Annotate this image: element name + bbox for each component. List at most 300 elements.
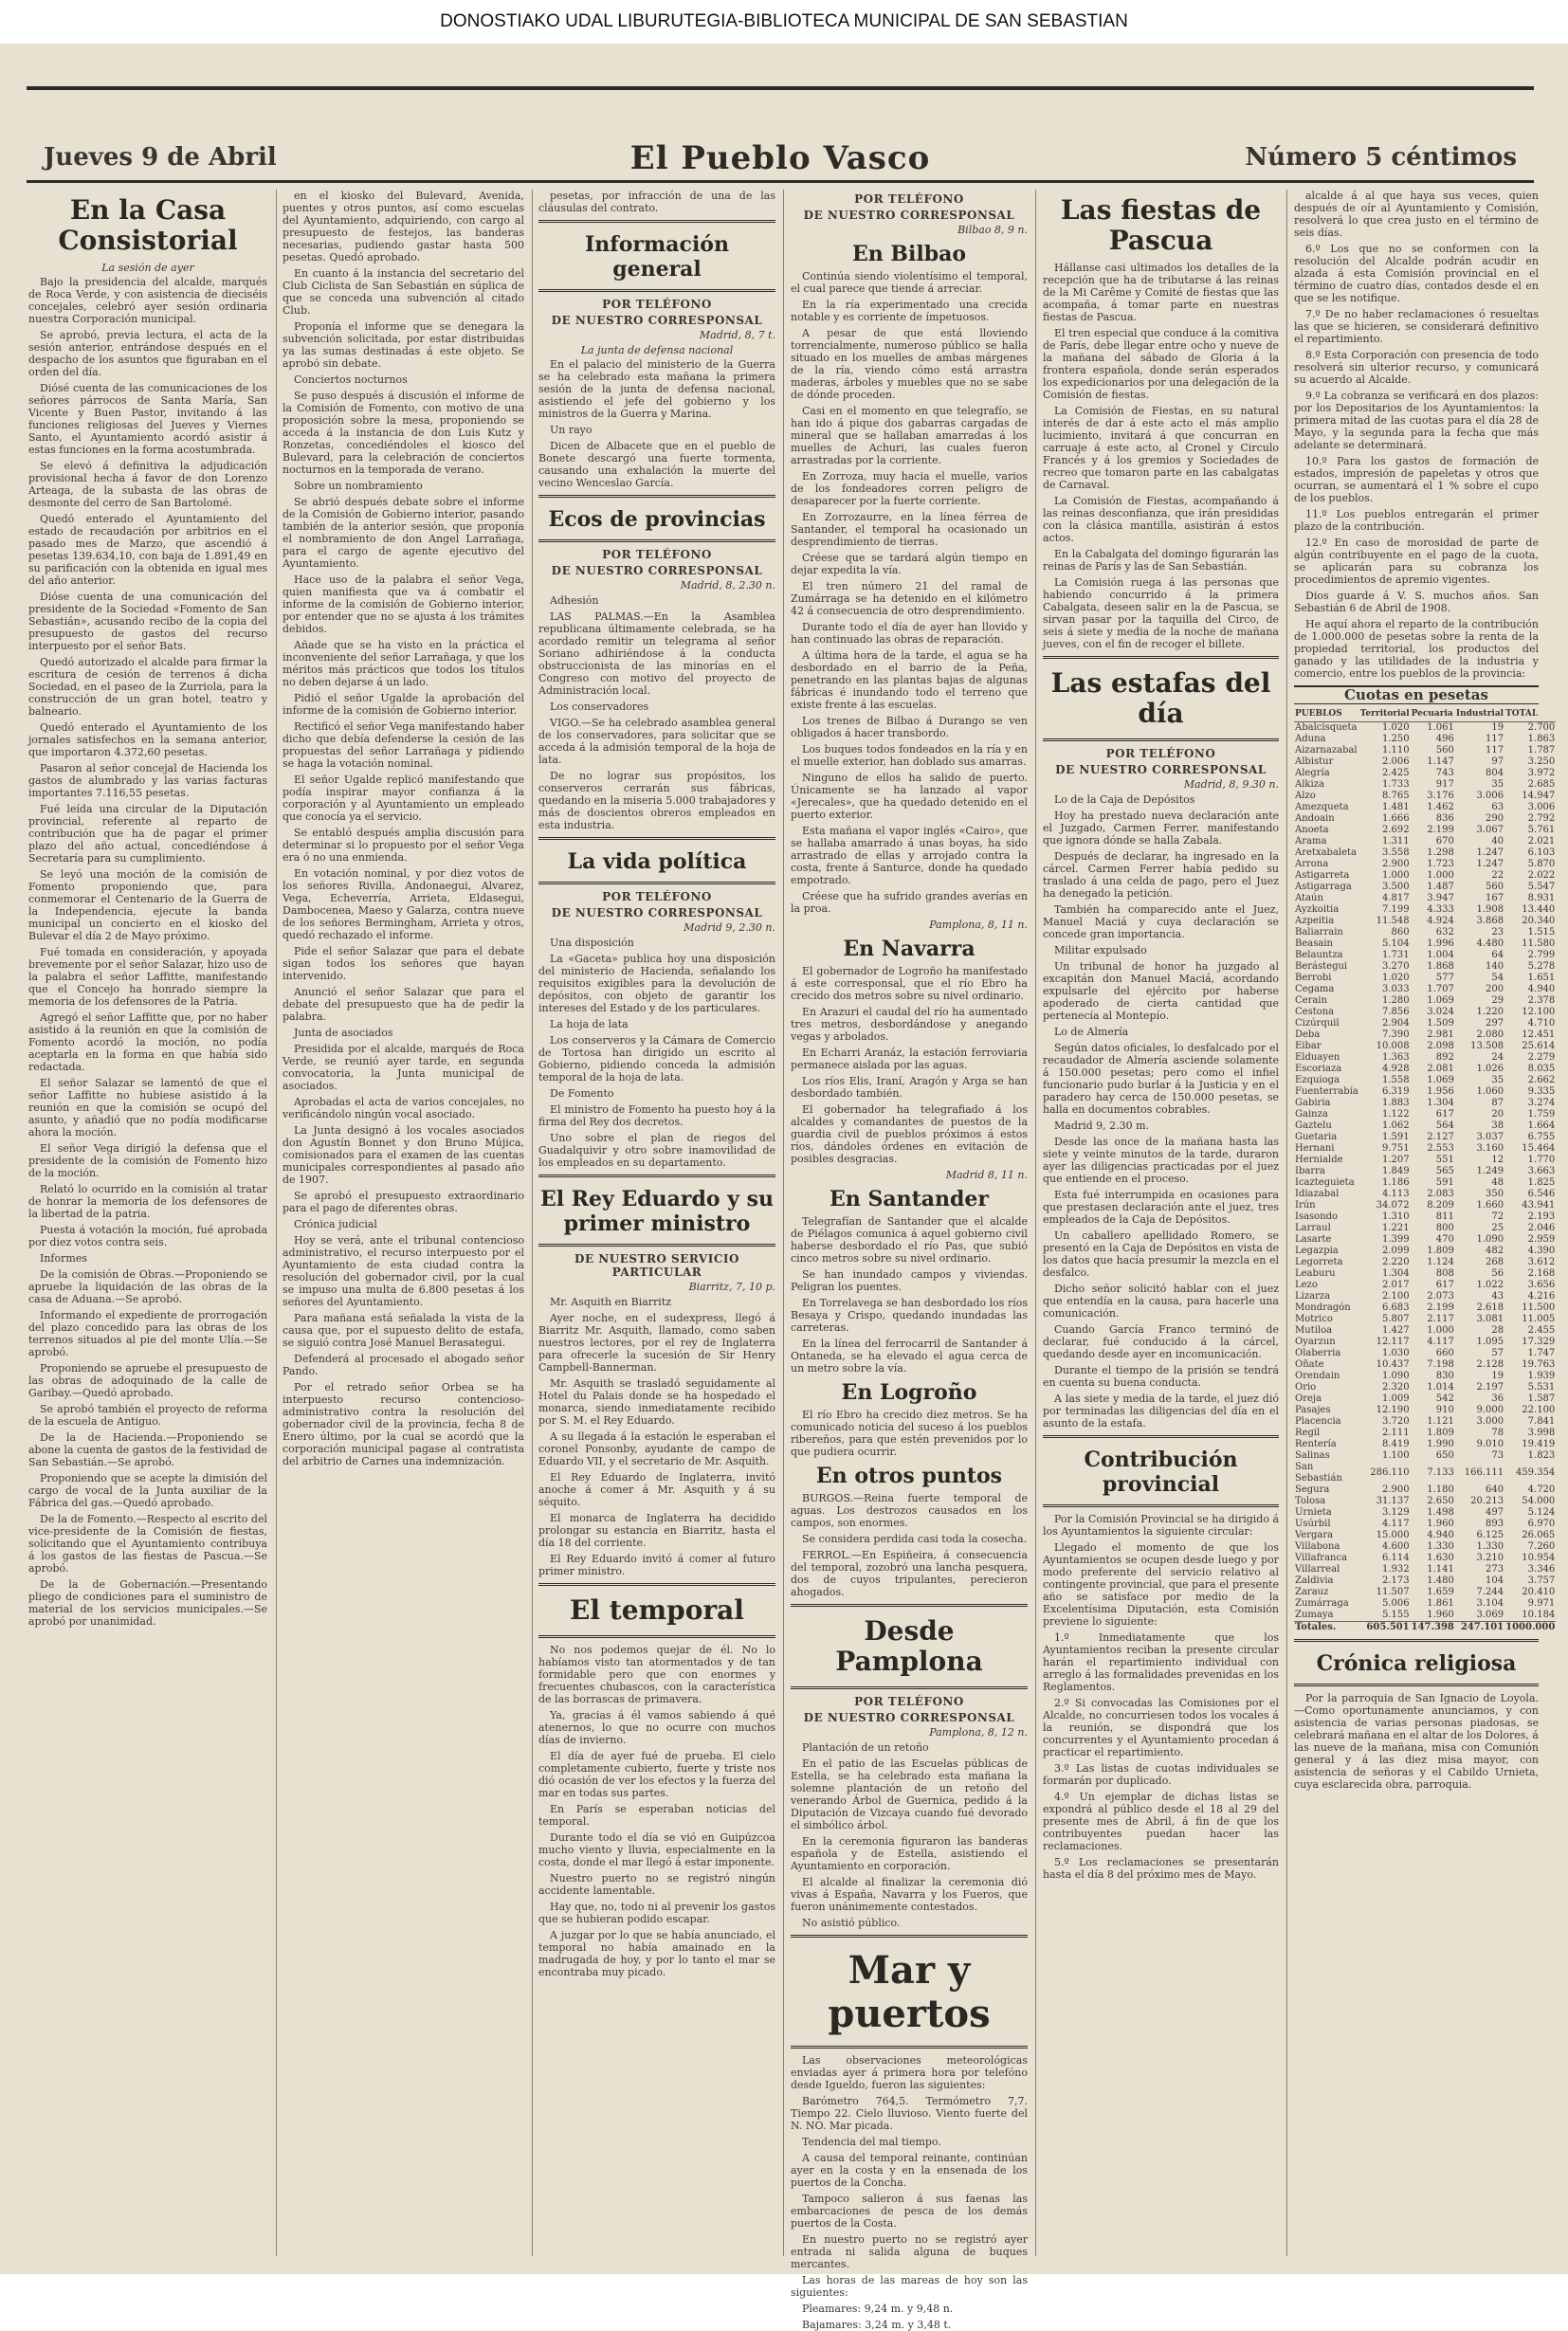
pueblo-name: Leaburu	[1295, 1268, 1336, 1279]
article-paragraph: No asistió público.	[802, 1917, 901, 1929]
cuota-value: 28	[1491, 1325, 1504, 1336]
otros-puntos-heading: En otros puntos	[815, 1464, 1003, 1488]
article-paragraph: A pesar de que está lloviendo torrencialmente, numeroso público se halla situado en los muelles de ambas márgenes de la ría, viendo cómo está arrastra maderas, árboles y muebles que no se sabe de dónde proceden.	[791, 327, 1028, 401]
pamplona-heading: Desde Pamplona	[835, 1615, 983, 1677]
cuotas-column-header: Pecuaria	[1411, 706, 1455, 722]
cuota-value: 482	[1486, 1246, 1504, 1256]
article-paragraph: En la ría experimentado una crecida notable y es corriente de ímpetuosos.	[791, 299, 1028, 323]
cuota-value: 1.723	[1427, 859, 1454, 869]
pueblo-name: Cizúrquil	[1295, 1018, 1340, 1029]
article-paragraph: Sobre un nombramiento	[294, 480, 423, 492]
pueblo-name: Aizarnazabal	[1295, 745, 1358, 756]
dateline: Bilbao 8, 9 n.	[957, 224, 1028, 236]
cuota-value: 1.809	[1427, 1246, 1454, 1256]
cuota-value: 54.000	[1522, 1496, 1556, 1506]
cuota-value: 3.104	[1476, 1598, 1504, 1609]
cuotas-row	[1294, 1268, 1556, 1280]
cuota-value: 104	[1486, 1575, 1504, 1586]
cuota-value: 1.809	[1427, 1428, 1454, 1438]
cuota-value: 1.399	[1382, 1234, 1410, 1245]
vida-politica-box	[538, 837, 775, 884]
cuota-value: 1.298	[1427, 847, 1454, 858]
cuotas-row	[1294, 938, 1556, 950]
cuota-value: 5.547	[1527, 882, 1556, 892]
cuota-value: 560	[1435, 745, 1454, 756]
article-paragraph: En Arazuri el caudal del río ha aumentado tres metros, desbordándose y anegando vegas y arbolados.	[791, 1006, 1028, 1043]
cuotas-row	[1294, 1325, 1556, 1337]
cuotas-row	[1294, 1098, 1556, 1109]
cuota-value: 8.765	[1382, 791, 1410, 801]
cuota-value: 591	[1435, 1177, 1454, 1188]
article-paragraph: Se entabló después amplia discusión para determinar si lo propuesto por el señor Vega era ó no una enmienda.	[283, 827, 524, 864]
cuotas-row	[1294, 859, 1556, 870]
cuotas-header-row	[1294, 706, 1556, 722]
article-paragraph: 7.º De no haber reclamaciones ó resueltas las que se hicieren, se considerará definitivo el repartimiento.	[1294, 308, 1539, 345]
cuota-value: 4.720	[1527, 1484, 1556, 1495]
pueblo-name: Astigarraga	[1295, 882, 1352, 892]
cuota-value: 3.250	[1527, 756, 1556, 767]
pueblo-name: Orendain	[1295, 1371, 1340, 1381]
mar-puertos-box	[791, 1935, 1028, 2049]
estafas-heading: Las estafas del día	[1050, 667, 1271, 729]
cuota-value: 7.390	[1382, 1029, 1410, 1040]
cuota-value: 1.311	[1382, 836, 1410, 847]
navarra-body	[791, 965, 1028, 1165]
informacion-general-box	[538, 220, 775, 292]
article-paragraph: En votación nominal, y por diez votos de los señores Rivilla, Andonaegui, Alvarez, Vega, Echeverría, Arrieta, Eldasegui, Dambocenea, Maeso y Galarza, contra nueve de los señores Bermingham, Arrieta y otros, quedó rechazado el informe.	[283, 867, 524, 941]
byline: DE NUESTRO CORRESPONSAL	[551, 314, 763, 327]
cuota-value: 4.600	[1382, 1541, 1410, 1552]
column-2	[283, 190, 524, 2256]
pueblo-name: Eibar	[1295, 1041, 1322, 1051]
cuota-value: 4.117	[1427, 1337, 1454, 1347]
cuota-value: 11.005	[1522, 1314, 1556, 1324]
byline: POR TELÉFONO	[602, 890, 712, 903]
cuotas-row	[1294, 1598, 1556, 1610]
cuota-value: 1.330	[1427, 1541, 1454, 1552]
article-paragraph: A las siete y media de la tarde, el juez dió por terminadas las diligencias del día en el asunto de la estafa.	[1043, 1393, 1279, 1430]
cuotas-row	[1294, 1416, 1556, 1428]
cuota-value: 24	[1491, 1052, 1504, 1063]
pueblo-name: Deba	[1295, 1029, 1321, 1040]
cuota-value: 1.060	[1476, 1086, 1504, 1097]
pueblo-name: Arrona	[1295, 859, 1329, 869]
article-paragraph: A su llegada á la estación le esperaban el coronel Ponsonby, ayudante de campo de Eduardo VII, y el secretario de Mr. Asquith.	[538, 1430, 775, 1467]
cuota-value: 97	[1491, 756, 1504, 767]
cuota-value: 11.500	[1522, 1302, 1556, 1313]
cuota-value: 2.081	[1427, 1064, 1454, 1074]
cuotas-row	[1294, 870, 1556, 882]
cuotas-row	[1294, 1234, 1556, 1246]
article-paragraph: Desde las once de la mañana hasta las siete y veinte minutos de la tarde, duraron ayer las diligencias practicadas por el juez que entiende en el proceso.	[1043, 1136, 1279, 1185]
cuota-value: 893	[1486, 1519, 1504, 1529]
article-paragraph: 1.º Inmediatamente que los Ayuntamientos reciban la presente circular harán el repartimiento individual con arreglo á las formalidades prevenidas en los Reglamentos.	[1043, 1631, 1279, 1693]
article-paragraph: Mr. Asquith en Biarritz	[550, 1296, 672, 1308]
cuota-value: 19	[1491, 722, 1504, 733]
cuota-value: 2.017	[1382, 1280, 1410, 1290]
cuota-value: 13.440	[1522, 904, 1556, 915]
cuota-value: 1.651	[1527, 973, 1556, 983]
cuota-value: 5.870	[1527, 859, 1556, 869]
pueblo-name: Aduna	[1295, 734, 1326, 744]
cuota-value: 57	[1491, 1348, 1504, 1358]
article-paragraph: Proponiendo que se acepte la dimisión del cargo de vocal de la Junta auxiliar de la Fábrica del gas.—Quedó aprobado.	[28, 1472, 267, 1509]
cuota-value: 551	[1435, 1155, 1454, 1165]
cuotas-row	[1294, 1405, 1556, 1416]
article-paragraph: En nuestro puerto no se registró ayer entrada ni salida alguna de buques mercantes.	[791, 2233, 1028, 2270]
byline: DE NUESTRO SERVICIO PARTICULAR	[574, 1252, 739, 1279]
article-paragraph: Se han inundado campos y viviendas. Peligran los puentes.	[791, 1268, 1028, 1293]
article-paragraph: Militar expulsado	[1054, 944, 1147, 956]
cuota-value: 15.464	[1522, 1143, 1556, 1154]
article-paragraph: Una disposición	[550, 937, 634, 949]
cuota-value: 26.065	[1522, 1530, 1556, 1540]
cuota-value: 36	[1491, 1393, 1504, 1404]
article-paragraph: Por la parroquia de San Ignacio de Loyola.—Como oportunamente anunciamos, y con asistencia de varias personas piadosas, se celebrará mañana en el altar de los Dolores, á las nueve de la mañana, misa con Comunión general y á las diez misa mayor, con asistencia de señoras y el Cabildo Urnieta, cuya esclarecida obra, parroquia.	[1294, 1692, 1539, 1791]
article-paragraph: Los trenes de Bilbao á Durango se ven obligados á hacer transbordo.	[791, 715, 1028, 739]
cuota-value: 1.009	[1382, 1393, 1410, 1404]
cuota-value: 35	[1491, 779, 1504, 790]
pueblo-name: Lezo	[1295, 1280, 1318, 1290]
cuota-value: 48	[1491, 1177, 1504, 1188]
pueblo-name: Cerain	[1295, 995, 1327, 1006]
cuota-value: 1.825	[1527, 1177, 1556, 1188]
cuota-value: 268	[1486, 1257, 1504, 1267]
pueblo-name: Icazteguieta	[1295, 1177, 1355, 1188]
pamplona-box	[791, 1604, 1028, 1689]
cuotas-row	[1294, 722, 1556, 735]
cuota-value: 830	[1435, 1371, 1454, 1381]
column-5	[1043, 190, 1279, 2256]
pamplona-body	[791, 1741, 1028, 1929]
cuota-value: 892	[1435, 1052, 1454, 1063]
cuota-value: 1.363	[1382, 1052, 1410, 1063]
total-value: 605.501	[1359, 1622, 1411, 1634]
cuota-value: 3.500	[1382, 882, 1410, 892]
cuota-value: 1.659	[1427, 1587, 1454, 1597]
cuota-value: 3.006	[1527, 802, 1556, 812]
article-paragraph: La Junta designó á los vocales asociados don Agustín Bonnet y don Bruno Mújica, comisionados para el examen de las cuentas municipales correspondientes al pasado año de 1907.	[283, 1124, 524, 1186]
article-paragraph: El gobernador ha telegrafiado á los alcaldes y comandantes de puestos de la guardia civil de pueblos próximos á estos ríos, dándoles órdenes en evitación de posibles desgracias.	[791, 1103, 1028, 1165]
total-value: 1000.000	[1505, 1622, 1556, 1632]
pueblo-name: Urnieta	[1295, 1507, 1332, 1518]
pueblo-name: Zaldivia	[1295, 1575, 1334, 1586]
article-paragraph: Proponiendo se apruebe el presupuesto de las obras de adoquinado de la calle de Garibay.—Quedó aprobado.	[28, 1362, 267, 1399]
article-paragraph: Durante todo el día se vió en Guipúzcoa mucho viento y lluvia, especialmente en la costa, donde el mar llegó á estar imponente.	[538, 1831, 775, 1868]
cuotas-row	[1294, 1348, 1556, 1359]
cuotas-row	[1294, 1064, 1556, 1075]
cuotas-row	[1294, 791, 1556, 802]
article-paragraph: FERROL.—En Espiñeira, á consecuencia del temporal, zozobró una lancha pesquera, dos de cuyos tripulantes, perecieron ahogados.	[791, 1549, 1028, 1598]
cuota-value: 350	[1486, 1189, 1504, 1199]
cuotas-row	[1294, 1371, 1556, 1382]
pueblo-name: Vergara	[1295, 1530, 1334, 1540]
cuotas-row	[1294, 1189, 1556, 1200]
cuotas-row	[1294, 1541, 1556, 1553]
cuota-value: 1.861	[1427, 1598, 1454, 1609]
cuota-value: 7.198	[1427, 1359, 1454, 1370]
pueblo-name: Oreja	[1295, 1393, 1322, 1404]
cuota-value: 117	[1486, 745, 1504, 756]
contribucion-heading: Contribución provincial	[1084, 1448, 1238, 1497]
cuotas-row	[1294, 984, 1556, 995]
article-paragraph: El alcalde al finalizar la ceremonia dió vivas á España, Navarra y los Fueros, que fueron unánimemente contestados.	[791, 1876, 1028, 1913]
cuota-value: 9.335	[1527, 1086, 1556, 1097]
cuotas-row	[1294, 768, 1556, 779]
cuota-value: 9.000	[1476, 1405, 1504, 1415]
cuota-value: 2.425	[1382, 768, 1410, 778]
cuotas-row	[1294, 825, 1556, 836]
cuota-value: 743	[1435, 768, 1454, 778]
article-paragraph: La «Gaceta» publica hoy una disposición del ministerio de Hacienda, señalando los requisitos exigibles para la devolución de depósitos, con objeto de garantir los intereses del Estado y de los particulares.	[538, 953, 775, 1014]
cuota-value: 804	[1486, 768, 1504, 778]
article-paragraph: Dióse cuenta de una comunicación del presidente de la Sociedad «Fomento de San Sebastián», acusando recibo de la copia del presupuesto de gastos del recurso interpuesto por el señor Bats.	[28, 591, 267, 652]
article-paragraph: Quedó enterado el Ayuntamiento de los jornales satisfechos en la semana anterior, que importaron 4.372,60 pesetas.	[28, 721, 267, 758]
cuotas-row	[1294, 1484, 1556, 1496]
article-paragraph: Créese que ha sufrido grandes averías en la proa.	[791, 890, 1028, 915]
article-paragraph: Tendencia del mal tiempo.	[802, 2136, 941, 2148]
article-paragraph: Por la Comisión Provincial se ha dirigido á los Ayuntamientos la siguiente circular:	[1043, 1513, 1280, 1538]
cuotas-column-header: PUEBLOS	[1294, 706, 1359, 722]
cuota-value: 1.509	[1427, 1018, 1454, 1029]
article-paragraph: Se puso después á discusión el informe de la Comisión de Fomento, con motivo de una proposición sobre la mesa, proponiendo se acceda á la instancia de don Luis Kutz y Ronzetas, concediéndoles el kiosco del Bulevard, para la celebración de conciertos nocturnos en la temporada de verano.	[283, 390, 524, 476]
cuotas-row	[1294, 1291, 1556, 1302]
cuota-value: 10.437	[1376, 1359, 1410, 1370]
masthead-top-rule	[27, 86, 1534, 90]
cuota-value: 2.117	[1427, 1314, 1454, 1324]
cronica-religiosa-heading: Crónica religiosa	[1316, 1651, 1517, 1676]
pueblo-name: Anoeta	[1295, 825, 1329, 835]
article-paragraph: VIGO.—Se ha celebrado asamblea general de los conservadores, para solicitar que se acceda á la admisión temporal de la hoja de lata.	[538, 717, 775, 766]
cuota-value: 29	[1491, 995, 1504, 1006]
article-paragraph: pesetas, por infracción de una de las cláusulas del contrato.	[538, 190, 775, 214]
cuota-value: 670	[1435, 836, 1454, 847]
column-6-body	[1294, 190, 1539, 680]
pueblo-name: Isasondo	[1295, 1211, 1339, 1222]
cuotas-row	[1294, 1359, 1556, 1371]
article-paragraph: Dicen de Albacete que en el pueblo de Bonete descargó una fuerte tormenta, causando una exhalación la muerte del vecino Wenceslao García.	[538, 440, 775, 489]
cuotas-row	[1294, 1519, 1556, 1530]
cuota-value: 7.856	[1382, 1007, 1410, 1017]
pueblo-name: Abalcisqueta	[1295, 722, 1358, 733]
cuota-value: 38	[1491, 1120, 1504, 1131]
cuotas-row	[1294, 916, 1556, 927]
article-paragraph: El gobernador de Logroño ha manifestado á este corresponsal, que el río Ebro ha crecido dos metros sobre su nivel ordinario.	[791, 965, 1028, 1002]
article-paragraph: En Zorroza, muy hacia el muelle, varios de los fondeadores corren peligro de desaparecer por la fuerte corriente.	[791, 470, 1028, 507]
cuota-value: 1.960	[1427, 1519, 1454, 1529]
logrono-body	[791, 1409, 1028, 1458]
cuotas-row	[1294, 1257, 1556, 1268]
dateline: Madrid, 8, 9.30 n.	[1183, 778, 1279, 791]
article-paragraph: Un rayo	[550, 424, 593, 436]
cuotas-row	[1294, 1314, 1556, 1325]
article-paragraph: Fué tomada en consideración, y apoyada brevemente por el señor Salazar, hizo uso de la palabra el señor Laffitte, manifestando que el Concejo ha honrado siempre la memoria de los defensores de la Patria.	[28, 946, 267, 1008]
article-paragraph: Cuando García Franco terminó de declarar, fué conducido á la cárcel, quedando desde ayer en incomunicación.	[1043, 1323, 1279, 1360]
cuota-value: 117	[1486, 734, 1504, 744]
library-name: DONOSTIAKO UDAL LIBURUTEGIA-BIBLIOTECA MUNICIPAL DE SAN SEBASTIAN	[440, 11, 1128, 31]
cuotas-row	[1294, 927, 1556, 938]
cuota-value: 808	[1435, 1268, 1454, 1279]
cuota-value: 2.320	[1382, 1382, 1410, 1393]
article-paragraph: De Fomento	[550, 1087, 614, 1100]
cuota-value: 917	[1435, 779, 1454, 790]
cuota-value: 297	[1486, 1018, 1504, 1029]
pueblo-name: Lasarte	[1295, 1234, 1332, 1245]
cuota-value: 3.998	[1527, 1428, 1556, 1438]
pueblo-name: Villabona	[1295, 1541, 1340, 1552]
pueblo-name: Olaberria	[1295, 1348, 1341, 1358]
article-paragraph: Por el retrado señor Orbea se ha interpuesto recurso contencioso-administrativo contra la resolución del gobernador civil de la provincia, fecha 8 de Enero último, por la cual se acordó que la corporación municipal pagase al contratista del arbitrio de Carnes una indemnización.	[283, 1381, 524, 1467]
dateline: Madrid, 8, 7 t.	[699, 329, 775, 341]
pueblo-name: Lizarza	[1295, 1291, 1331, 1302]
cuota-value: 2.021	[1527, 836, 1556, 847]
cuota-value: 10.008	[1376, 1041, 1410, 1051]
cronica-religiosa-box	[1294, 1639, 1539, 1686]
cuota-value: 2.080	[1476, 1029, 1504, 1040]
cuota-value: 1.939	[1527, 1371, 1556, 1381]
cuotas-row	[1294, 1564, 1556, 1575]
cuota-value: 34.072	[1376, 1200, 1410, 1211]
article-paragraph: LAS PALMAS.—En la Asamblea republicana últimamente celebrada, se ha acordado remitir un telegrama al señor Soriano adhiriéndose á la conducta obstruccionista de las minorías en el Congreso con motivo del proyecto de Administración local.	[538, 610, 775, 697]
cuota-value: 3.069	[1476, 1610, 1504, 1620]
cuota-value: 3.757	[1527, 1575, 1556, 1586]
cuotas-row	[1294, 756, 1556, 768]
article-paragraph: Dicho señor solicitó hablar con el juez que entendía en la causa, para hacerle una comunicación.	[1043, 1283, 1279, 1320]
cuota-value: 1.487	[1427, 882, 1454, 892]
cuota-value: 3.270	[1382, 961, 1410, 972]
pueblo-name: Andoain	[1295, 813, 1335, 824]
pueblo-name: Cegama	[1295, 984, 1335, 994]
cuota-value: 15.000	[1376, 1530, 1410, 1540]
cuota-value: 811	[1435, 1211, 1454, 1222]
cuota-value: 12.190	[1376, 1405, 1410, 1415]
cuota-value: 4.216	[1527, 1291, 1556, 1302]
total-value: 147.398	[1411, 1622, 1454, 1632]
byline: POR TELÉFONO	[602, 298, 712, 311]
pueblo-name: Orio	[1295, 1382, 1317, 1393]
cuota-value: 2.100	[1382, 1291, 1410, 1302]
article-paragraph: Se aprobó el presupuesto extraordinario para el pago de diferentes obras.	[283, 1190, 524, 1214]
cuota-value: 2.685	[1527, 779, 1556, 790]
article-paragraph: La Comisión de Fiestas, acompañando á las reinas desconfianza, que irán presididas con la clásica mantilla, asistirán á estos actos.	[1043, 495, 1279, 544]
cuota-value: 7.260	[1527, 1541, 1556, 1552]
cuotas-row	[1294, 973, 1556, 984]
cuota-value: 2.022	[1527, 870, 1556, 881]
cuota-value: 3.176	[1427, 791, 1454, 801]
cuota-value: 3.037	[1476, 1132, 1504, 1142]
contribucion-body	[1043, 1513, 1279, 1881]
cuota-value: 1.733	[1382, 779, 1410, 790]
pueblo-name: Oyarzun	[1295, 1337, 1336, 1347]
article-paragraph: Junta de asociados	[294, 1027, 393, 1039]
article-paragraph: Puesta á votación la moción, fué aprobada por diez votos contra seis.	[28, 1224, 267, 1248]
cuota-value: 1.062	[1382, 1120, 1410, 1131]
pueblo-name: Zumaya	[1295, 1610, 1334, 1620]
cuota-value: 4.480	[1476, 938, 1504, 949]
cuotas-row	[1294, 904, 1556, 916]
cuota-value: 2.168	[1527, 1268, 1556, 1279]
cuota-value: 1.480	[1427, 1575, 1454, 1586]
article-paragraph: La Comisión de Fiestas, en su natural interés de dar á este acto el más amplio lucimiento, invitará á que concurran en carruaje á este acto, al Cronel y Circulo Francés y á los gremios y Sociedades de recreo que tomaron parte en las cabalgatas de Carnaval.	[1043, 405, 1279, 491]
vida-politica-body	[538, 937, 775, 1169]
cuota-value: 2.099	[1382, 1246, 1410, 1256]
dateline: Madrid 8, 11 n.	[945, 1169, 1028, 1181]
cuota-value: 1.249	[1476, 1166, 1504, 1176]
pueblo-name: Ezquioga	[1295, 1075, 1340, 1085]
cuotas-row	[1294, 882, 1556, 893]
pueblo-name: Guetaria	[1295, 1132, 1338, 1142]
cuota-value: 273	[1486, 1564, 1504, 1575]
pueblo-name: Larraul	[1295, 1223, 1331, 1233]
cuotas-column-header: Territorial	[1359, 706, 1411, 722]
article-paragraph: En la Cabalgata del domingo figurarán las reinas de París y las de San Sebastián.	[1043, 548, 1279, 573]
cuota-value: 63	[1491, 802, 1504, 812]
cuota-value: 1.122	[1382, 1109, 1410, 1120]
article-paragraph: Créese que se tardará algún tiempo en dejar expedita la vía.	[791, 552, 1028, 576]
article-paragraph: Se abrió después debate sobre el informe de la Comisión de Gobierno interior, pasando también de la anterior sesión, que proponía el nombramiento de don Angel Larrañaga, para el cargo de agente ejecutivo del Ayuntamiento.	[283, 496, 524, 570]
pueblo-name: Villafranca	[1295, 1553, 1348, 1563]
cuota-value: 19	[1491, 1371, 1504, 1381]
article-paragraph: Quedó enterado el Ayuntamiento del estado de recaudación por arbitrios en el pasado mes de Marzo, que ascendió á pesetas 139.634,10, con baja de 1.891,49 en su parificación con la obtenida en igual mes del año anterior.	[28, 513, 267, 587]
cuota-value: 8.931	[1527, 893, 1556, 903]
article-paragraph: A última hora de la tarde, el agua se ha desbordado en el barrio de la Peña, penetrando en las plantas bajas de algunas fábricas é inundando todo el terreno que existe frente á las escuelas.	[791, 649, 1028, 711]
cuota-value: 1.770	[1527, 1155, 1556, 1165]
dateline: Pamplona, 8, 11 n.	[929, 919, 1028, 931]
masthead-date: Jueves 9 de Abril	[44, 143, 277, 172]
article-paragraph: 3.º Las listas de cuotas individuales se formarán por duplicado.	[1043, 1762, 1279, 1787]
cuotas-row	[1294, 1018, 1556, 1029]
cuota-value: 3.274	[1527, 1098, 1556, 1108]
article-paragraph: Telegrafían de Santander que el alcalde de Piélagos comunica á aquel gobierno civil haberse desbordado el río Pas, que subió cinco metros sobre su nivel ordinario.	[791, 1215, 1028, 1265]
cuota-value: 1.990	[1427, 1439, 1454, 1449]
cuota-value: 640	[1486, 1484, 1504, 1495]
column-rule	[532, 190, 533, 2256]
byline: DE NUESTRO CORRESPONSAL	[1055, 763, 1267, 776]
cuota-value: 1.014	[1427, 1382, 1454, 1393]
cuota-value: 2.618	[1476, 1302, 1504, 1313]
pueblo-name: Amezqueta	[1295, 802, 1349, 812]
informacion-general-heading: Información general	[585, 232, 729, 282]
column-3	[538, 190, 775, 2256]
cuota-value: 12.117	[1376, 1337, 1410, 1347]
cuota-value: 1.960	[1427, 1610, 1454, 1620]
cuota-value: 20.340	[1522, 916, 1556, 926]
cuota-value: 6.319	[1382, 1086, 1410, 1097]
pueblo-name: Pasajes	[1295, 1405, 1331, 1415]
dateline: Madrid 9, 2.30 n.	[684, 921, 775, 934]
article-paragraph: Pidió el señor Ugalde la aprobación del informe de la comisión de Gobierno interior.	[283, 692, 524, 717]
vida-politica-heading: La vida política	[567, 849, 747, 874]
cuotas-row	[1294, 1450, 1556, 1462]
pueblo-name: Segura	[1295, 1484, 1330, 1495]
cuota-value: 11.507	[1376, 1587, 1410, 1597]
pueblo-name: Ayzkoitia	[1295, 904, 1340, 915]
article-paragraph: El señor Vega dirigió la defensa que el presidente de la comisión de Fomento hizo de la moción.	[28, 1142, 267, 1179]
article-paragraph: Crónica judicial	[294, 1218, 377, 1230]
cuota-value: 2.650	[1427, 1496, 1454, 1506]
article-paragraph: Un tribunal de honor ha juzgado al excapitán don Manuel Maciá, acordando expulsarle del ejército por haberse apoderado de cierta cantidad que pertenecía al Montepío.	[1043, 960, 1279, 1022]
cuota-value: 6.755	[1527, 1132, 1556, 1142]
article-paragraph: En Torrelavega se han desbordado los ríos Besaya y Crispo, quedando inundadas las carreteras.	[791, 1297, 1028, 1334]
cuotas-row	[1294, 1553, 1556, 1564]
cuotas-row	[1294, 1246, 1556, 1257]
casa-consistorial-body	[28, 276, 267, 1628]
cuota-value: 2.073	[1427, 1291, 1454, 1302]
cuota-value: 3.558	[1382, 847, 1410, 858]
cuota-value: 1.787	[1527, 745, 1556, 756]
article-paragraph: En cuanto á la instancia del secretario del Club Ciclista de San Sebastián en súplica de que se conceda una subvención al citado Club.	[283, 267, 524, 317]
library-header-bar	[0, 0, 1568, 44]
